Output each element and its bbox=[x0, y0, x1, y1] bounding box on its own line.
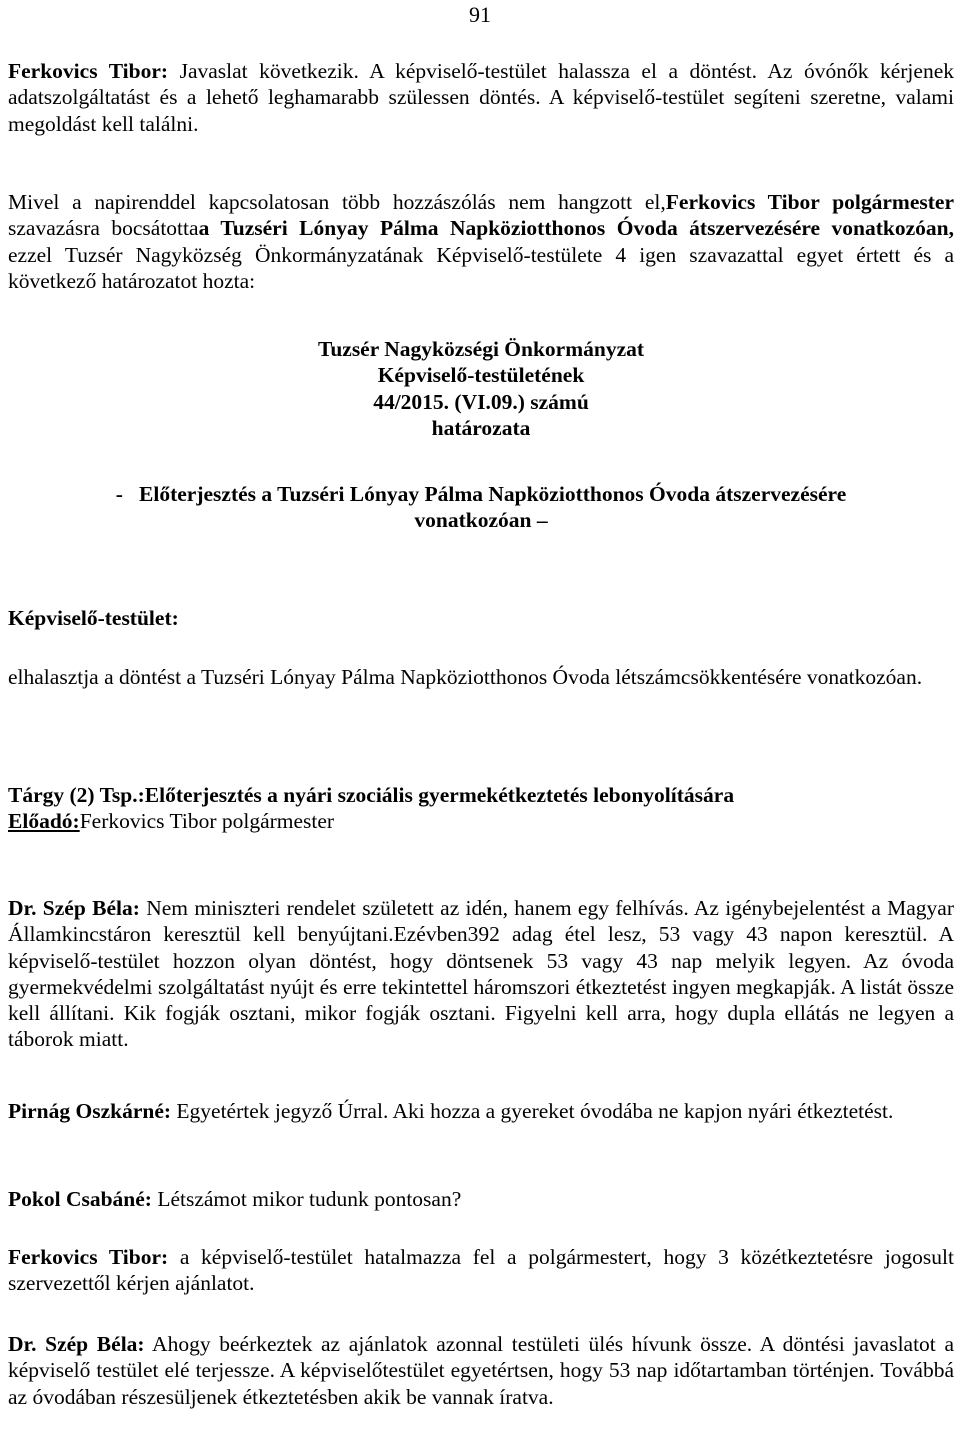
speaker-name: Pirnág Oszkárné: bbox=[8, 1099, 172, 1123]
resolution-subject bbox=[8, 481, 954, 534]
presenter-label: Előadó: bbox=[8, 809, 80, 833]
vote-text-1: Mivel a napirenddel kapcsolatosan több hozzászólás nem hangzott el, bbox=[8, 190, 666, 214]
resolution-number: 44/2015. (VI.09.) számú bbox=[373, 389, 589, 414]
vote-text-2: szavazásra bocsátotta bbox=[8, 216, 199, 241]
speaker-name: Pokol Csabáné: bbox=[8, 1187, 152, 1211]
resolution-subject-line-1: - Előterjesztés a Tuzséri Lónyay Pálma Napköziotthonos Óvoda átszervezésére bbox=[115, 482, 847, 506]
paragraph-text: Nem miniszteri rendelet született az idén, hanem egy felhívás. Az igénybejelentést a Magyar Államkincstáron keresztül kell benyújtani.Ezévben392 adag étel lesz, 53 vagy 43 napon keresztül. A képviselő-testület hozzon olyan döntést, hogy döntsenek 53 vagy 43 nap melyik legyen. Az óvoda gyermekvédelmi szolgáltatást nyújt és erre tekintettel háromszori étkeztetést ingyen megkapják. A listát össze kell állítani. Kik fogják osztani, mikor fogják osztani. Figyelni kell arra, hogy dupla ellátás ne legyen a táborok miatt. bbox=[8, 896, 954, 1052]
paragraph-text: Létszámot mikor tudunk pontosan? bbox=[151, 1187, 462, 1211]
vote-subject: a Tuzséri Lónyay Pálma Napköziotthonos Óvoda átszervezésére vonatkozóan, bbox=[198, 216, 954, 241]
paragraph-ferkovics-2 bbox=[8, 1244, 954, 1297]
speaker-name: Ferkovics Tibor: bbox=[8, 59, 169, 83]
paragraph-pokol bbox=[8, 1186, 954, 1212]
speaker-name: Ferkovics Tibor: bbox=[8, 1245, 169, 1269]
resolution-subject-line-2: vonatkozóan – bbox=[414, 508, 548, 533]
speaker-name: Dr. Szép Béla: bbox=[8, 1332, 145, 1356]
resolution-header bbox=[8, 336, 954, 441]
decision-text: elhalasztja a döntést a Tuzséri Lónyay Pálma Napköziotthonos Óvoda létszámcsökkentésére vonatkozóan. bbox=[8, 665, 923, 689]
paragraph-szep-2 bbox=[8, 1331, 954, 1410]
paragraph-text: Ahogy beérkeztek az ajánlatok azonnal testületi ülés hívunk össze. A döntési javaslatot a képviselő testület elé terjessze. A képviselőtestület egyetértsen, hogy 53 nap időtartamban történjen. Továbbá az óvodában részesüljenek étkeztetésben akik be vannak íratva. bbox=[8, 1332, 954, 1409]
resolution-body: Tuzsér Nagyközségi Önkormányzat bbox=[317, 337, 645, 361]
paragraph-text: Egyetértek jegyző Úrral. Aki hozza a gyereket óvodába ne kapjon nyári étkeztetést. bbox=[171, 1099, 894, 1123]
presenter-name: Ferkovics Tibor polgármester bbox=[79, 809, 335, 833]
paragraph-ferkovics-1 bbox=[8, 58, 954, 137]
paragraph-pirnag bbox=[8, 1098, 954, 1124]
resolution-body-sub: Képviselő-testületének bbox=[377, 363, 585, 388]
paragraph-szep-1 bbox=[8, 895, 954, 1053]
vote-mayor: Ferkovics Tibor polgármester bbox=[665, 190, 954, 214]
subject-2-presenter bbox=[8, 808, 954, 834]
vote-text-3: ezzel Tuzsér Nagyközség Önkormányzatának Képviselő-testülete 4 igen szavazattal egyet értett és a következő határozatot hozta: bbox=[8, 242, 954, 293]
paragraph-text: a képviselő-testület hatalmazza fel a polgármestert, hogy 3 közétkeztetésre jogosult szervezettől kérjen ajánlatot. bbox=[8, 1245, 954, 1296]
paragraph-vote-intro bbox=[8, 189, 954, 294]
speaker-name: Dr. Szép Béla: bbox=[8, 896, 140, 920]
resolution-label: határozata bbox=[431, 415, 531, 440]
body-label: Képviselő-testület: bbox=[8, 606, 179, 630]
subject-2-title: Tárgy (2) Tsp.:Előterjesztés a nyári szociális gyermekétkeztetés lebonyolítására bbox=[8, 783, 735, 807]
paragraph-text: Javaslat következik. A képviselő-testület halassza el a döntést. Az óvónők kérjenek adatszolgáltatást és a lehető leghamarabb szülessen döntés. A képviselő-testület segíteni szeretne, valami megoldást kell találni. bbox=[8, 59, 954, 136]
page-number: 91 bbox=[469, 2, 491, 27]
